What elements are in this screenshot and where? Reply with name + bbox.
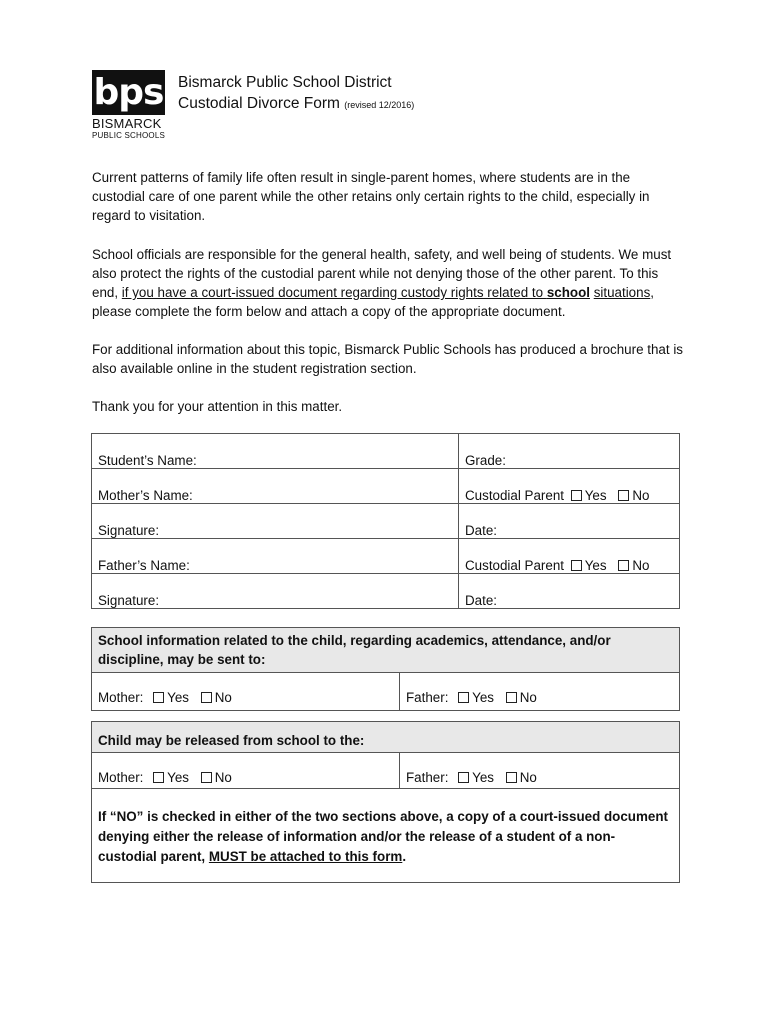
release-father-no-checkbox[interactable] — [506, 772, 517, 783]
logo-mark: bps — [93, 72, 164, 113]
table-row — [92, 574, 680, 609]
info-mother-field — [92, 673, 400, 711]
no-label: No — [632, 558, 650, 573]
table-row — [92, 753, 680, 789]
father-custodial-field — [459, 539, 680, 574]
grade-label: Grade: — [465, 453, 506, 468]
father-name-label: Father’s Name: — [98, 558, 190, 573]
mother-name-field[interactable] — [92, 469, 459, 504]
form-title-line — [178, 93, 414, 116]
no-label: No — [632, 488, 650, 503]
custodial-parent-label: Custodial Parent — [465, 488, 564, 503]
p2-text-a: School officials are responsible for the general health, safety, and well being of students. We must also protect the rights of the custodial parent while not denying those of the other parent. To this end, — [92, 247, 672, 300]
info-father-yes-checkbox[interactable] — [458, 692, 469, 703]
release-section-heading: Child may be released from school to the: — [92, 722, 680, 753]
student-parent-table — [91, 433, 680, 609]
mother-date-field[interactable] — [459, 504, 680, 539]
info-mother-no-checkbox[interactable] — [201, 692, 212, 703]
info-father-no-checkbox[interactable] — [506, 692, 517, 703]
logo-text-line2: PUBLIC SCHOOLS — [92, 131, 166, 140]
custodial-parent-label: Custodial Parent — [465, 558, 564, 573]
student-release-table — [91, 721, 680, 883]
student-name-label: Student’s Name: — [98, 453, 197, 468]
release-father-field — [400, 753, 680, 789]
p2-school-emphasis: school — [546, 285, 590, 300]
note-must-attach: MUST be attached to this form — [208, 849, 403, 864]
district-name: Bismarck Public School District — [178, 74, 392, 91]
info-father-field — [400, 673, 680, 711]
release-note — [92, 789, 680, 883]
signature-label: Signature: — [98, 593, 160, 608]
p2-underlined-text: if you have a court-issued document regarding custody rights related to — [121, 285, 547, 300]
note-text-b: . — [402, 849, 407, 864]
date-label: Date: — [465, 523, 498, 538]
yes-label: Yes — [472, 690, 495, 705]
table-row — [92, 789, 680, 883]
p2-text-b: , please complete the form below and attach a copy of the appropriate document. — [92, 285, 655, 319]
p2-situations-emphasis: situations — [593, 285, 651, 300]
table-row — [92, 469, 680, 504]
mother-custodial-no-checkbox[interactable] — [618, 490, 629, 501]
info-section-heading: School information related to the child, regarding academics, attendance, and/or discipline, may be sent to: — [92, 628, 680, 673]
district-logo — [92, 70, 168, 141]
mother-custodial-field — [459, 469, 680, 504]
note-text-a: If “NO” is checked in either of the two sections above, a copy of a court-issued document denying either the release of information and/or the release of a student of a non-custodial parent, — [98, 809, 668, 864]
father-date-field[interactable] — [459, 574, 680, 609]
yes-label: Yes — [584, 558, 607, 573]
intro-paragraph-3: For additional information about this topic, Bismarck Public Schools has produced a brochure that is also available online in the student registration section. — [92, 342, 683, 376]
grade-field[interactable] — [459, 434, 680, 469]
no-label: No — [214, 690, 232, 705]
father-custodial-yes-checkbox[interactable] — [571, 560, 582, 571]
yes-label: Yes — [167, 770, 189, 785]
mother-label: Mother: — [98, 690, 144, 705]
logo-text-line1: BISMARCK — [92, 116, 162, 131]
table-row — [92, 722, 680, 753]
yes-label: Yes — [167, 690, 189, 705]
father-label: Father: — [406, 690, 449, 705]
release-mother-no-checkbox[interactable] — [201, 772, 212, 783]
intro-paragraph-4: Thank you for your attention in this matter. — [92, 399, 343, 414]
signature-label: Signature: — [98, 523, 160, 538]
yes-label: Yes — [472, 770, 495, 785]
table-row — [92, 434, 680, 469]
mother-signature-field[interactable] — [92, 504, 459, 539]
intro-paragraph-2 — [92, 245, 684, 321]
release-father-yes-checkbox[interactable] — [458, 772, 469, 783]
no-label: No — [519, 690, 537, 705]
no-label: No — [214, 770, 232, 785]
form-title: Custodial Divorce Form — [178, 95, 340, 112]
mother-custodial-yes-checkbox[interactable] — [571, 490, 582, 501]
mother-label: Mother: — [98, 770, 144, 785]
page-title — [178, 72, 414, 116]
father-name-field[interactable] — [92, 539, 459, 574]
mother-name-label: Mother’s Name: — [98, 488, 193, 503]
table-row — [92, 504, 680, 539]
release-mother-yes-checkbox[interactable] — [153, 772, 164, 783]
father-custodial-no-checkbox[interactable] — [618, 560, 629, 571]
table-row — [92, 539, 680, 574]
father-label: Father: — [406, 770, 449, 785]
date-label: Date: — [465, 593, 498, 608]
table-row — [92, 628, 680, 673]
revision-date: (revised 12/2016) — [344, 100, 415, 110]
father-signature-field[interactable] — [92, 574, 459, 609]
student-name-field[interactable] — [92, 434, 459, 469]
table-row — [92, 673, 680, 711]
information-release-table — [91, 627, 680, 711]
yes-label: Yes — [584, 488, 607, 503]
intro-paragraph-1: Current patterns of family life often result in single-parent homes, where students are in the custodial care of one parent while the other retains only certain rights to the child, especially in regard to visitation. — [92, 170, 650, 223]
info-mother-yes-checkbox[interactable] — [153, 692, 164, 703]
release-mother-field — [92, 753, 400, 789]
no-label: No — [519, 770, 537, 785]
